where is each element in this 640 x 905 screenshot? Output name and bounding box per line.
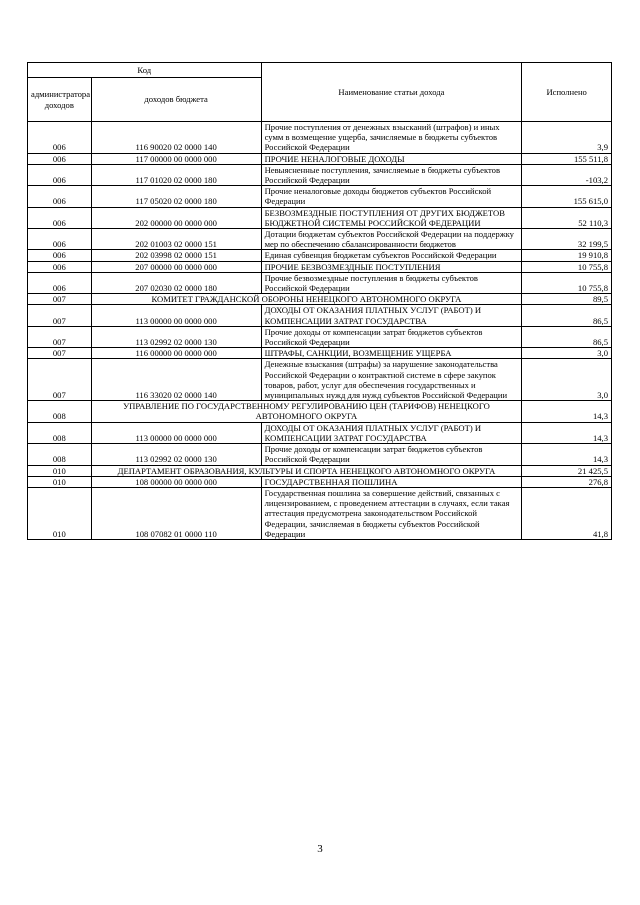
cell-admin: 008 [28,422,92,443]
cell-name: ШТРАФЫ, САНКЦИИ, ВОЗМЕЩЕНИЕ УЩЕРБА [261,348,522,359]
cell-admin: 006 [28,261,92,272]
cell-code: 116 33020 02 0000 140 [91,359,261,401]
cell-executed: 10 755,8 [522,272,612,293]
cell-admin: 007 [28,294,92,305]
cell-admin: 007 [28,326,92,347]
cell-code: 117 01020 02 0000 180 [91,164,261,185]
cell-executed: 41,8 [522,487,612,539]
header-executed: Исполнено [522,63,612,122]
cell-admin: 010 [28,487,92,539]
section-row [28,465,612,476]
cell-executed: 19 910,8 [522,250,612,261]
cell-admin: 006 [28,250,92,261]
table-row [28,153,612,164]
cell-code: 113 00000 00 0000 000 [91,422,261,443]
table-row [28,229,612,250]
cell-executed: 10 755,8 [522,261,612,272]
cell-admin: 007 [28,305,92,326]
cell-admin: 007 [28,359,92,401]
header-name: Наименование статьи дохода [261,63,522,122]
cell-name: Денежные взыскания (штрафы) за нарушение законодательства Российской Федерации о контрактной системе в сфере закупок товаров, работ, услуг для обеспечения государственных и муниципальных нужд для нужд субъектов Российской Федерации [261,359,522,401]
cell-name: БЕЗВОЗМЕЗДНЫЕ ПОСТУПЛЕНИЯ ОТ ДРУГИХ БЮДЖЕТОВ БЮДЖЕТНОЙ СИСТЕМЫ РОССИЙСКОЙ ФЕДЕРАЦИИ [261,207,522,228]
cell-executed: 86,5 [522,305,612,326]
table-row [28,186,612,207]
cell-code: 207 02030 02 0000 180 [91,272,261,293]
cell-executed: 3,0 [522,348,612,359]
cell-code: 116 90020 02 0000 140 [91,122,261,154]
table-row [28,164,612,185]
section-title: ДЕПАРТАМЕНТ ОБРАЗОВАНИЯ, КУЛЬТУРЫ И СПОРТА НЕНЕЦКОГО АВТОНОМНОГО ОКРУГА [91,465,522,476]
cell-executed: 14,3 [522,401,612,422]
section-row [28,401,612,422]
cell-name: ДОХОДЫ ОТ ОКАЗАНИЯ ПЛАТНЫХ УСЛУГ (РАБОТ) И КОМПЕНСАЦИИ ЗАТРАТ ГОСУДАРСТВА [261,422,522,443]
cell-executed: 155 615,0 [522,186,612,207]
cell-executed: 89,5 [522,294,612,305]
cell-executed: 32 199,5 [522,229,612,250]
cell-admin: 006 [28,272,92,293]
revenue-table-body [28,63,612,540]
cell-admin: 006 [28,153,92,164]
table-row [28,250,612,261]
cell-name: ПРОЧИЕ НЕНАЛОГОВЫЕ ДОХОДЫ [261,153,522,164]
cell-code: 117 00000 00 0000 000 [91,153,261,164]
cell-admin: 010 [28,476,92,487]
cell-admin: 006 [28,229,92,250]
header-admin: администратора доходов [28,78,92,122]
table-row [28,305,612,326]
cell-code: 202 01003 02 0000 151 [91,229,261,250]
cell-admin: 006 [28,164,92,185]
cell-name: Единая субвенция бюджетам субъектов Российской Федерации [261,250,522,261]
cell-executed: 155 511,8 [522,153,612,164]
cell-code: 113 00000 00 0000 000 [91,305,261,326]
page-number: 3 [317,843,323,855]
table-row [28,207,612,228]
cell-name: Прочие поступления от денежных взысканий (штрафов) и иных сумм в возмещение ущерба, зачисляемые в бюджеты субъектов Российской Федерации [261,122,522,154]
section-title: КОМИТЕТ ГРАЖДАНСКОЙ ОБОРОНЫ НЕНЕЦКОГО АВТОНОМНОГО ОКРУГА [91,294,522,305]
cell-executed: 14,3 [522,444,612,465]
cell-admin: 006 [28,207,92,228]
table-row [28,422,612,443]
cell-name: ГОСУДАРСТВЕННАЯ ПОШЛИНА [261,476,522,487]
table-row [28,261,612,272]
cell-admin: 006 [28,122,92,154]
cell-code: 113 02992 02 0000 130 [91,326,261,347]
cell-admin: 007 [28,348,92,359]
cell-executed: 86,5 [522,326,612,347]
cell-executed: 3,0 [522,359,612,401]
cell-code: 108 07082 01 0000 110 [91,487,261,539]
cell-code: 207 00000 00 0000 000 [91,261,261,272]
header-row-top [28,63,612,78]
cell-code: 117 05020 02 0000 180 [91,186,261,207]
revenue-table [27,62,612,540]
section-row [28,294,612,305]
cell-executed: 276,8 [522,476,612,487]
cell-name: ДОХОДЫ ОТ ОКАЗАНИЯ ПЛАТНЫХ УСЛУГ (РАБОТ) И КОМПЕНСАЦИИ ЗАТРАТ ГОСУДАРСТВА [261,305,522,326]
cell-admin: 010 [28,465,92,476]
header-code-group: Код [28,63,262,78]
cell-name: Государственная пошлина за совершение действий, связанных с лицензированием, с проведением аттестации в случаях, если такая аттестация предусмотрена законодательством Российской Федерации, зачисляемая в бюджеты субъектов Российской Федерации [261,487,522,539]
table-row [28,487,612,539]
table-row [28,476,612,487]
table-row [28,326,612,347]
cell-name: Прочие доходы от компенсации затрат бюджетов субъектов Российской Федерации [261,326,522,347]
cell-code: 202 03998 02 0000 151 [91,250,261,261]
cell-name: ПРОЧИЕ БЕЗВОЗМЕЗДНЫЕ ПОСТУПЛЕНИЯ [261,261,522,272]
cell-name: Прочие доходы от компенсации затрат бюджетов субъектов Российской Федерации [261,444,522,465]
cell-executed: 3,9 [522,122,612,154]
cell-code: 113 02992 02 0000 130 [91,444,261,465]
cell-name: Прочие безвозмездные поступления в бюджеты субъектов Российской Федерации [261,272,522,293]
table-row [28,444,612,465]
cell-executed: 21 425,5 [522,465,612,476]
cell-admin: 006 [28,186,92,207]
table-row [28,359,612,401]
header-code: доходов бюджета [91,78,261,122]
table-row [28,122,612,154]
cell-code: 202 00000 00 0000 000 [91,207,261,228]
table-row [28,348,612,359]
cell-name: Прочие неналоговые доходы бюджетов субъектов Российской Федерации [261,186,522,207]
table-row [28,272,612,293]
cell-executed: 52 110,3 [522,207,612,228]
cell-code: 108 00000 00 0000 000 [91,476,261,487]
section-title: УПРАВЛЕНИЕ ПО ГОСУДАРСТВЕННОМУ РЕГУЛИРОВАНИЮ ЦЕН (ТАРИФОВ) НЕНЕЦКОГО АВТОНОМНОГО ОКРУГА [91,401,522,422]
cell-name: Дотации бюджетам субъектов Российской Федерации на поддержку мер по обеспечению сбалансированности бюджетов [261,229,522,250]
cell-name: Невыясненные поступления, зачисляемые в бюджеты субъектов Российской Федерации [261,164,522,185]
cell-admin: 008 [28,401,92,422]
cell-code: 116 00000 00 0000 000 [91,348,261,359]
cell-executed: -103,2 [522,164,612,185]
cell-executed: 14,3 [522,422,612,443]
cell-admin: 008 [28,444,92,465]
